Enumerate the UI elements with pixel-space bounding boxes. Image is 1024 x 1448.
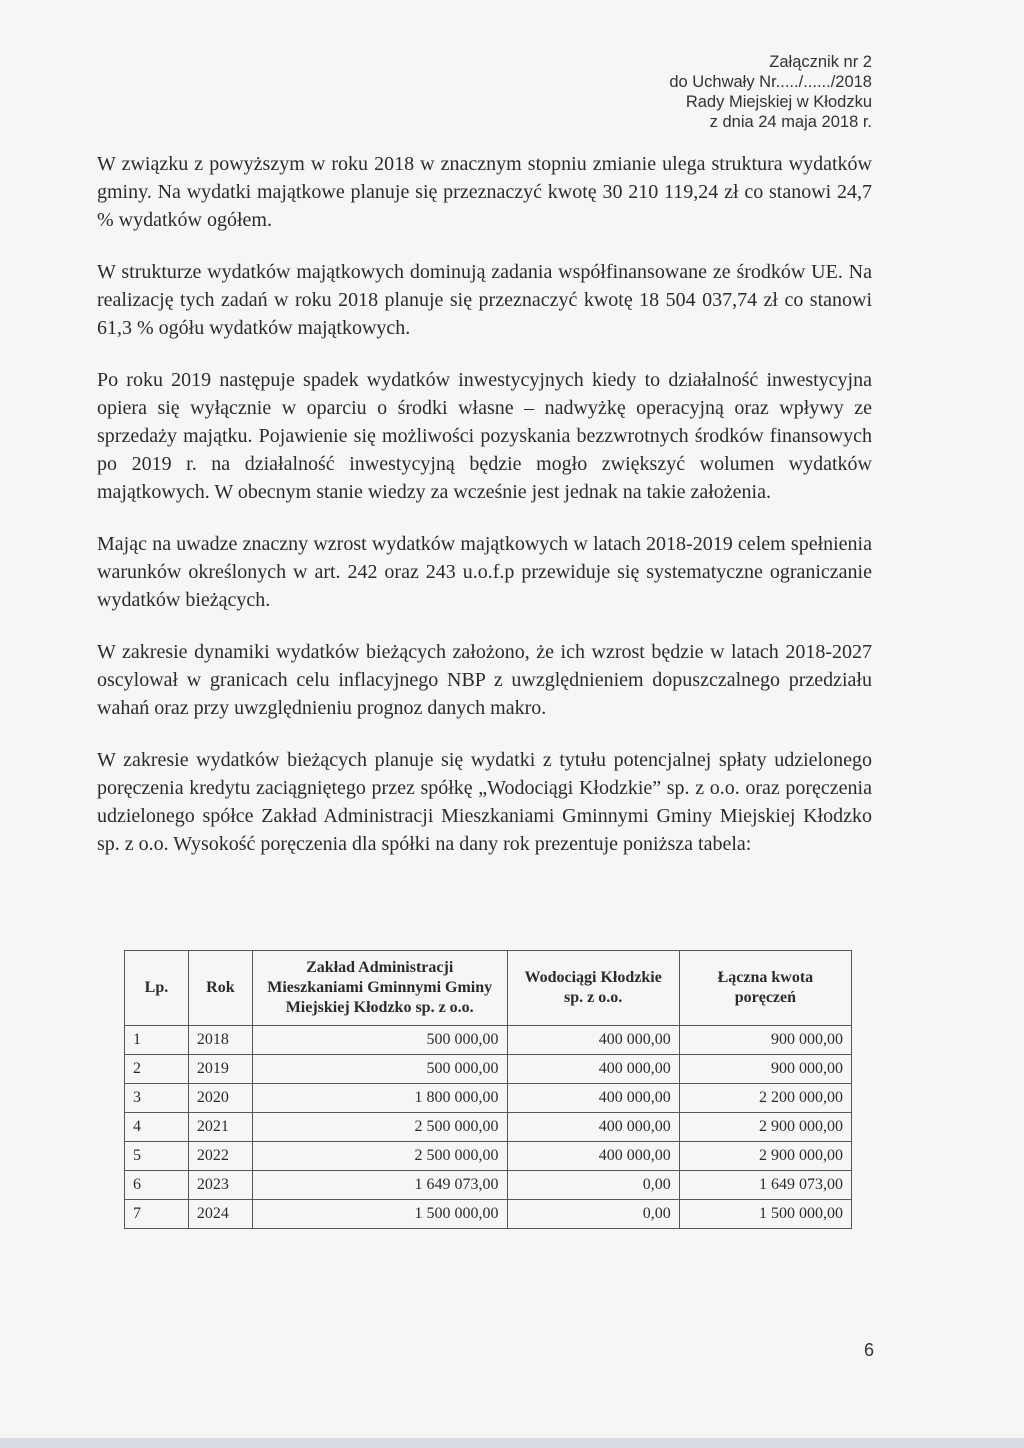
guarantees-table xyxy=(124,950,852,1229)
header-attachment-number: Załącznik nr 2 xyxy=(769,53,872,71)
cell-zagm: 2 500 000,00 xyxy=(252,1142,507,1171)
cell-lp: 5 xyxy=(125,1142,189,1171)
scan-edge xyxy=(0,1438,1024,1448)
cell-wodociagi: 400 000,00 xyxy=(507,1026,679,1055)
cell-wodociagi: 0,00 xyxy=(507,1171,679,1200)
cell-year: 2024 xyxy=(188,1200,252,1229)
header-year: Rok xyxy=(188,951,252,1026)
cell-zagm: 500 000,00 xyxy=(252,1055,507,1084)
paragraph-expenditure-dynamics: W zakresie dynamiki wydatków bieżących założono, że ich wzrost będzie w latach 2018-2027 oscylował w granicach celu inflacyjnego NBP z uwzględnieniem dopuszczalnego przedziału wahań oraz przy uwzględnieniu prognoz danych makro. xyxy=(97,641,872,719)
header-zagm: Zakład Administracji Mieszkaniami Gminnymi Gminy Miejskiej Kłodzko sp. z o.o. xyxy=(252,951,507,1026)
cell-total: 2 200 000,00 xyxy=(679,1084,851,1113)
cell-zagm: 2 500 000,00 xyxy=(252,1113,507,1142)
header-wodociagi: Wodociągi Kłodzkie sp. z o.o. xyxy=(507,951,679,1026)
cell-total: 900 000,00 xyxy=(679,1055,851,1084)
cell-year: 2022 xyxy=(188,1142,252,1171)
cell-lp: 7 xyxy=(125,1200,189,1229)
cell-lp: 4 xyxy=(125,1113,189,1142)
cell-lp: 2 xyxy=(125,1055,189,1084)
table-row xyxy=(125,1026,852,1055)
table-row xyxy=(125,1055,852,1084)
paragraph-guarantees: W zakresie wydatków bieżących planuje się wydatki z tytułu potencjalnej spłaty udzielonego poręczenia kredytu zaciągniętego przez spółkę „Wodociągi Kłodzkie” sp. z o.o. oraz poręczenia udzielonego spółce Zakład Administracji Mieszkaniami Gminnymi Gminy Miejskiej Kłodzko sp. z o.o. Wysokość poręczenia dla spółki na dany rok prezentuje poniższa tabela: xyxy=(97,749,872,855)
cell-zagm: 1 800 000,00 xyxy=(252,1084,507,1113)
cell-year: 2020 xyxy=(188,1084,252,1113)
table-row xyxy=(125,1142,852,1171)
cell-year: 2021 xyxy=(188,1113,252,1142)
paragraph-current-expenditure-limit: Mając na uwadze znaczny wzrost wydatków majątkowych w latach 2018-2019 celem spełnienia warunków określonych w art. 242 oraz 243 u.o.f.p przewiduje się systematyczne ograniczanie wydatków bieżących. xyxy=(97,533,872,611)
cell-total: 900 000,00 xyxy=(679,1026,851,1055)
paragraph-expenditure-structure: W związku z powyższym w roku 2018 w znacznym stopniu zmianie ulega struktura wydatków gminy. Na wydatki majątkowe planuje się przeznaczyć kwotę 30 210 119,24 zł co stanowi 24,7 % wydatków ogółem. xyxy=(97,153,872,231)
cell-lp: 3 xyxy=(125,1084,189,1113)
cell-wodociagi: 0,00 xyxy=(507,1200,679,1229)
table-row xyxy=(125,1200,852,1229)
cell-year: 2019 xyxy=(188,1055,252,1084)
header-council-name: Rady Miejskiej w Kłodzku xyxy=(685,93,872,111)
cell-wodociagi: 400 000,00 xyxy=(507,1055,679,1084)
cell-zagm: 1 649 073,00 xyxy=(252,1171,507,1200)
cell-lp: 1 xyxy=(125,1026,189,1055)
cell-total: 2 900 000,00 xyxy=(679,1142,851,1171)
cell-wodociagi: 400 000,00 xyxy=(507,1113,679,1142)
table-header-row xyxy=(125,951,852,1026)
paragraph-eu-cofinanced: W strukturze wydatków majątkowych dominują zadania współfinansowane ze środków UE. Na realizację tych zadań w roku 2018 planuje się przeznaczyć kwotę 18 504 037,74 zł co stanowi 61,3 % ogółu wydatków majątkowych. xyxy=(97,261,872,339)
cell-total: 1 649 073,00 xyxy=(679,1171,851,1200)
table-row xyxy=(125,1113,852,1142)
table-row xyxy=(125,1084,852,1113)
header-total: Łączna kwota poręczeń xyxy=(679,951,851,1026)
cell-total: 1 500 000,00 xyxy=(679,1200,851,1229)
cell-year: 2018 xyxy=(188,1026,252,1055)
attachment-header xyxy=(669,52,872,132)
cell-total: 2 900 000,00 xyxy=(679,1113,851,1142)
page-number: 6 xyxy=(864,1340,875,1360)
header-lp: Lp. xyxy=(125,951,189,1026)
cell-zagm: 1 500 000,00 xyxy=(252,1200,507,1229)
cell-lp: 6 xyxy=(125,1171,189,1200)
header-date: z dnia 24 maja 2018 r. xyxy=(709,113,872,131)
cell-wodociagi: 400 000,00 xyxy=(507,1142,679,1171)
cell-year: 2023 xyxy=(188,1171,252,1200)
header-resolution-number: do Uchwały Nr...../....../2018 xyxy=(669,73,872,91)
paragraph-investment-decline: Po roku 2019 następuje spadek wydatków inwestycyjnych kiedy to działalność inwestycyjna opiera się wyłącznie w oparciu o środki własne – nadwyżkę operacyjną oraz wpływy ze sprzedaży majątku. Pojawienie się możliwości pozyskania bezzwrotnych środków finansowych po 2019 r. na działalność inwestycyjną będzie mogło zwiększyć wolumen wydatków majątkowych. W obecnym stanie wiedzy za wcześnie jest jednak na takie założenia. xyxy=(97,369,872,503)
cell-zagm: 500 000,00 xyxy=(252,1026,507,1055)
cell-wodociagi: 400 000,00 xyxy=(507,1084,679,1113)
body-text xyxy=(97,150,872,882)
table-row xyxy=(125,1171,852,1200)
